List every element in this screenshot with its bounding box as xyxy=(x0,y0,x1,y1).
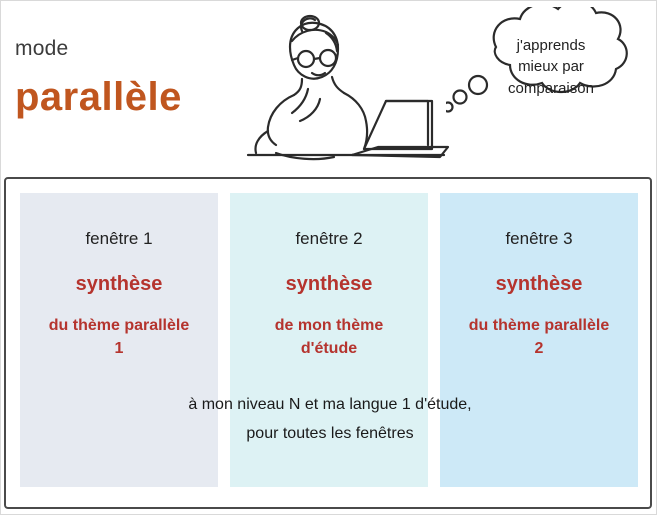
footer-line-2: pour toutes les fenêtres xyxy=(246,424,414,442)
footer-line-1: à mon niveau N et ma langue 1 d'étude, xyxy=(188,396,472,413)
mode-label: mode xyxy=(15,37,69,60)
window-subtitle-2-line2: d'étude xyxy=(300,340,358,358)
window-subtitle-1-line1: du thème parallèle xyxy=(48,317,190,334)
window-subtitle-3 xyxy=(440,314,638,360)
window-subtitle-1-line2: 1 xyxy=(114,340,124,358)
window-subtitle-2-line1: de mon thème xyxy=(274,317,384,334)
window-subtitle-3-line1: du thème parallèle xyxy=(468,317,610,334)
bubble-line-3: comparaison xyxy=(508,79,594,97)
bubble-line-2: mieux par xyxy=(518,58,584,76)
synthesis-label-1: synthèse xyxy=(75,273,163,295)
synthesis-label-3: synthèse xyxy=(495,273,583,295)
window-label-1: fenêtre 1 xyxy=(85,229,153,248)
person-studying-at-laptop-icon xyxy=(206,3,456,175)
window-column-3 xyxy=(440,193,638,487)
window-label-3: fenêtre 3 xyxy=(505,229,573,248)
window-label-2: fenêtre 2 xyxy=(295,229,363,248)
window-columns xyxy=(20,193,640,487)
bubble-line-1: j'apprends xyxy=(516,37,586,54)
window-subtitle-1 xyxy=(20,314,218,360)
synthesis-label-2: synthèse xyxy=(285,273,373,295)
header xyxy=(1,1,657,173)
thought-bubble-text xyxy=(481,35,621,99)
window-column-1 xyxy=(20,193,218,487)
windows-panel xyxy=(4,177,652,509)
window-column-2 xyxy=(230,193,428,487)
page-title: parallèle xyxy=(15,75,182,119)
window-subtitle-3-line2: 2 xyxy=(534,340,544,358)
window-subtitle-2 xyxy=(230,314,428,360)
